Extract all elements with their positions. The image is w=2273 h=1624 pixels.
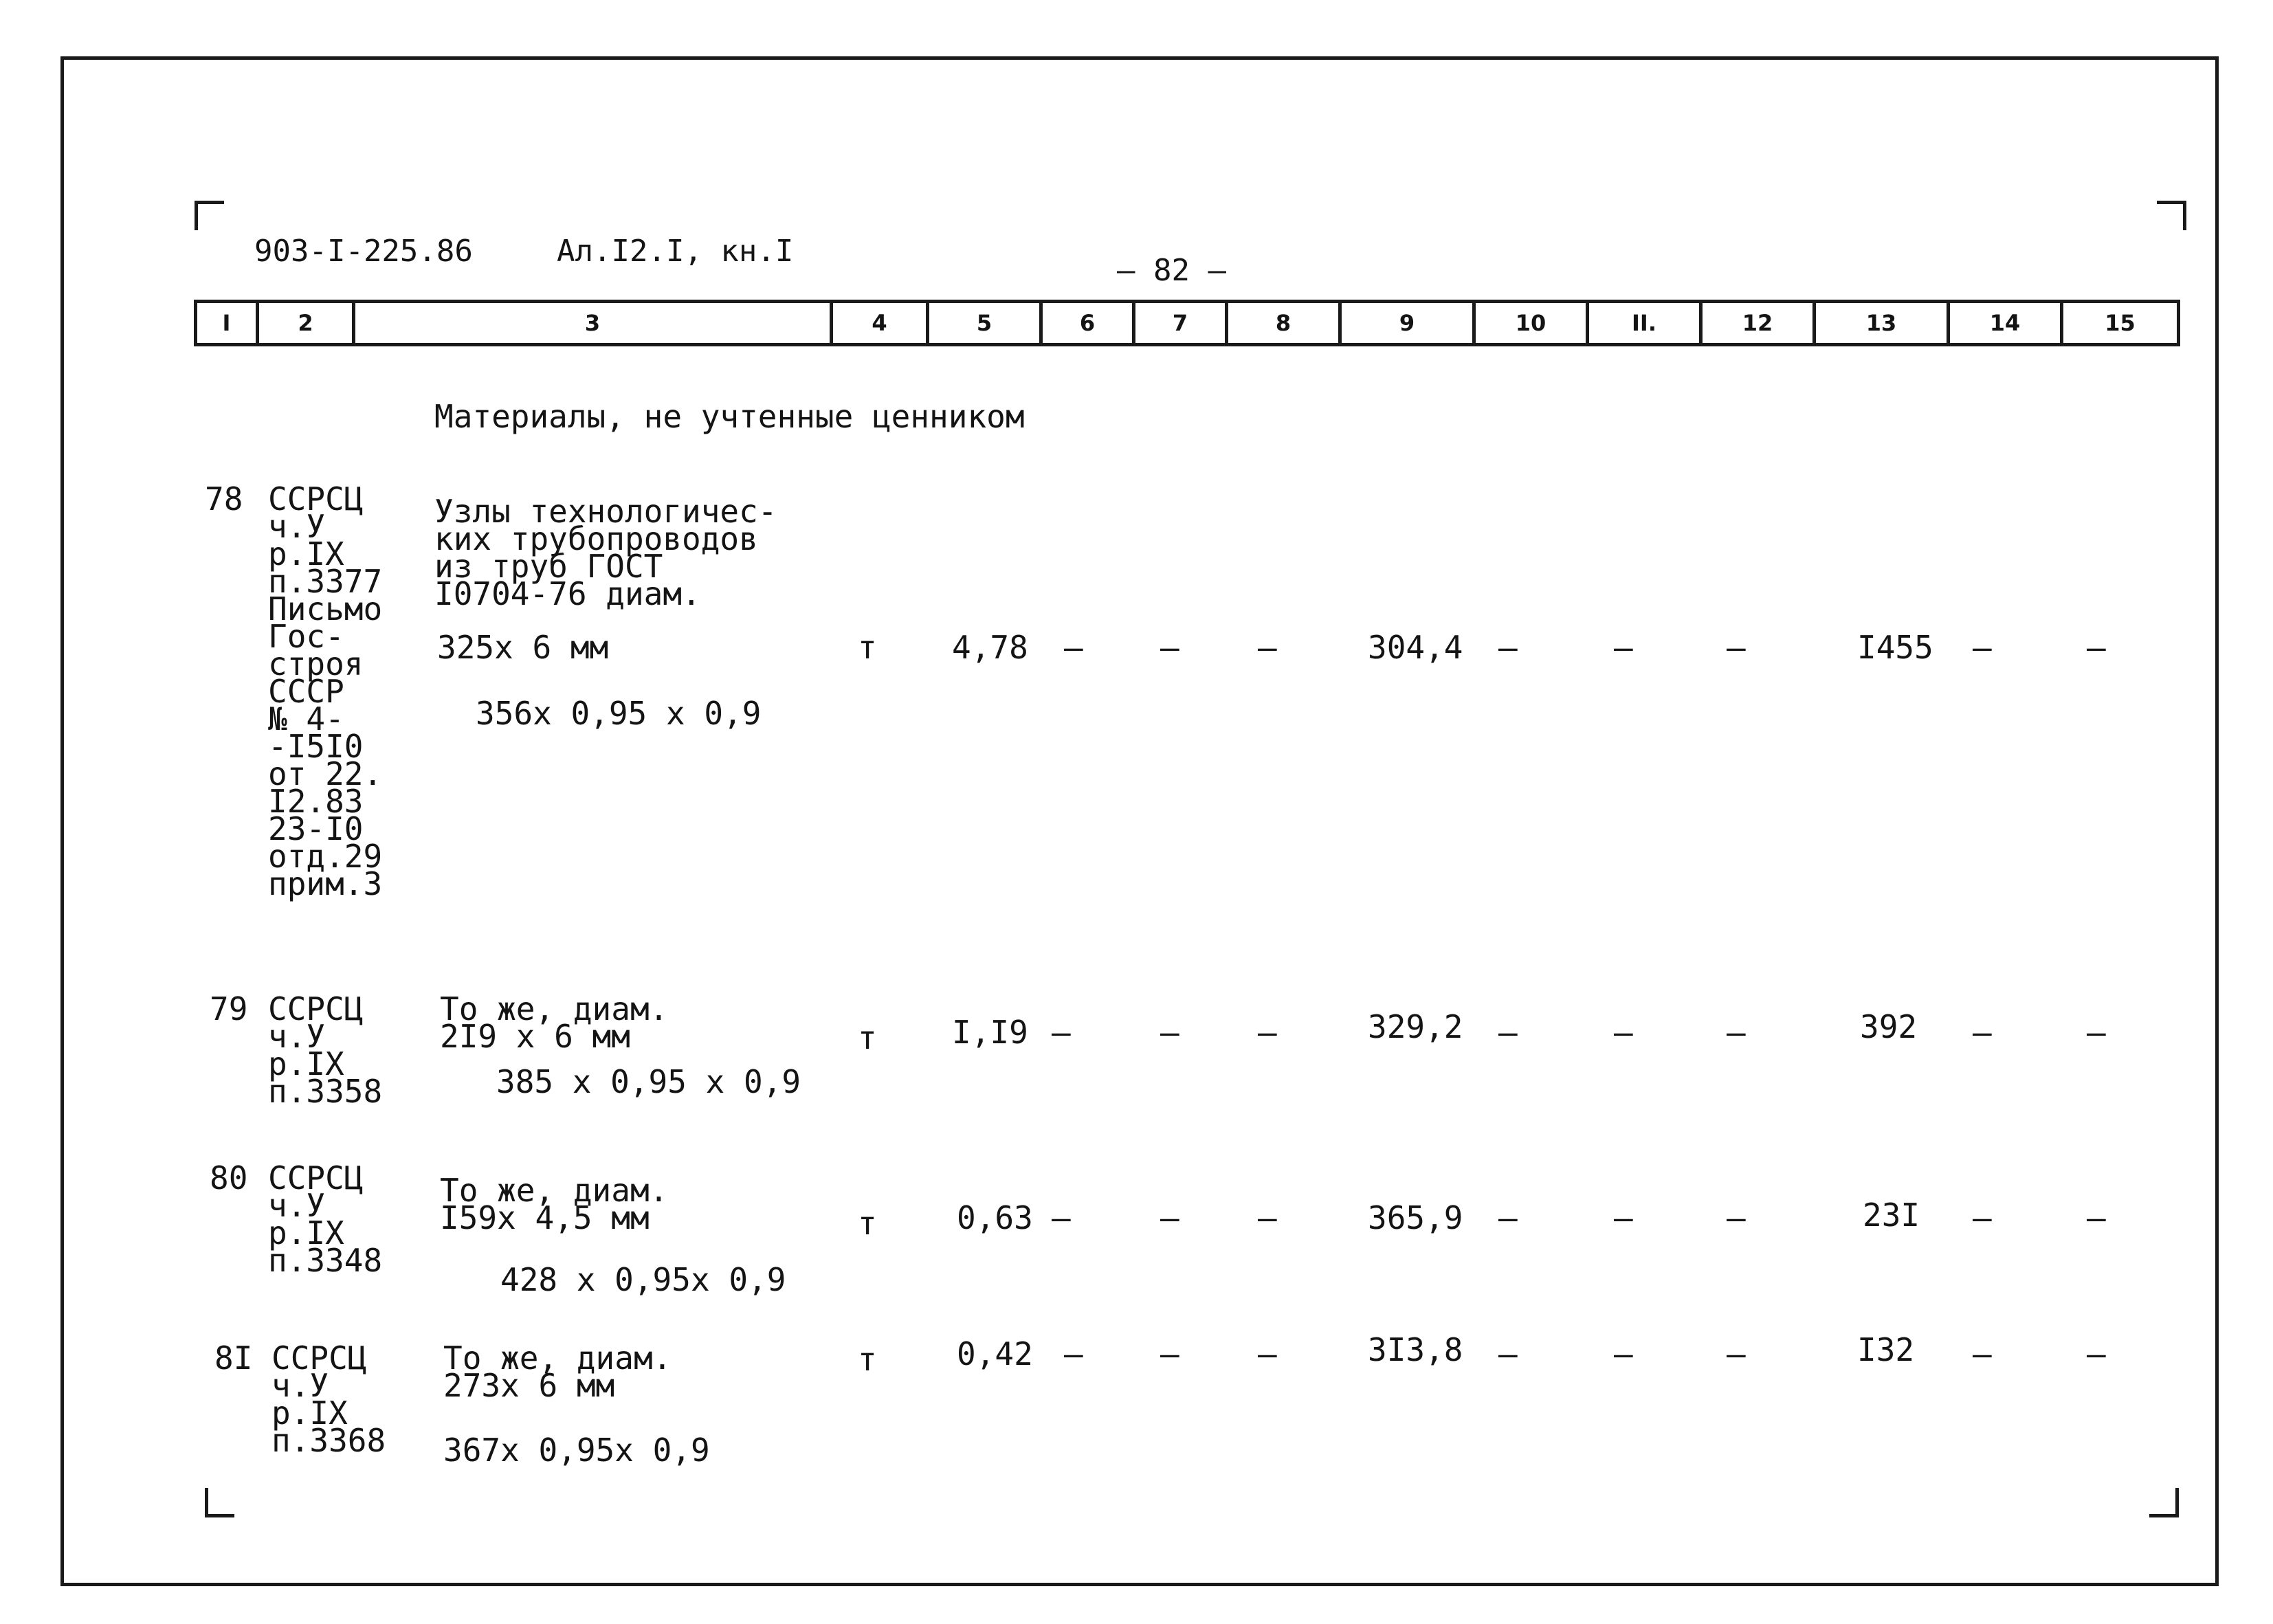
row-col14: – xyxy=(1973,1014,1992,1051)
row-col10: – xyxy=(1498,1014,1518,1051)
row-col12: – xyxy=(1727,1014,1746,1051)
row-col6: – xyxy=(1052,1199,1071,1236)
row-unit: т xyxy=(858,629,877,666)
row-col10: – xyxy=(1498,1335,1518,1372)
row-price: 304,4 xyxy=(1368,629,1463,666)
row-description: То же, диам. xyxy=(440,1172,669,1209)
row-cost: I455 xyxy=(1857,629,1933,666)
row-source: ССРСЦ ч.У р.IX п.3348 xyxy=(268,1159,383,1279)
col-header-6: 6 xyxy=(1043,303,1135,343)
row-col11: – xyxy=(1614,1014,1633,1051)
row-col15: – xyxy=(2087,629,2106,666)
row-description: То же, диам. xyxy=(440,990,669,1027)
row-quantity: 0,63 xyxy=(957,1199,1033,1236)
col-header-12: 12 xyxy=(1703,303,1816,343)
row-col7: – xyxy=(1160,1014,1179,1051)
row-size: 2I9 х 6 мм xyxy=(440,1018,630,1055)
row-col6: – xyxy=(1052,1014,1071,1051)
col-header-1: I xyxy=(197,303,259,343)
row-col15: – xyxy=(2087,1014,2106,1051)
row-col7: – xyxy=(1160,629,1179,666)
row-quantity: 0,42 xyxy=(957,1335,1033,1372)
row-col14: – xyxy=(1973,629,1992,666)
row-unit: т xyxy=(858,1205,877,1242)
corner-mark-top-right xyxy=(2157,201,2186,230)
row-col10: – xyxy=(1498,1199,1518,1236)
row-size: 273х 6 мм xyxy=(443,1367,615,1404)
row-unit: т xyxy=(858,1019,877,1056)
corner-mark-bottom-left xyxy=(205,1488,234,1517)
row-unit: т xyxy=(858,1341,877,1378)
doc-code: 903-I-225.86 xyxy=(254,234,473,269)
row-source: ССРСЦ ч.У р.IX п.3377 Письмо Гос- строя СССР № 4- -I5I0 от 22. I2.83 23-I0 отд.29 прим.3 xyxy=(268,480,383,902)
col-header-3: 3 xyxy=(355,303,833,343)
col-header-8: 8 xyxy=(1228,303,1342,343)
row-number: 8I xyxy=(214,1339,253,1377)
row-quantity: 4,78 xyxy=(952,629,1028,666)
row-col11: – xyxy=(1614,1199,1633,1236)
row-cost: 23I xyxy=(1863,1197,1920,1234)
col-header-15: 15 xyxy=(2105,310,2136,336)
row-number: 79 xyxy=(210,990,248,1027)
row-size: 325х 6 мм xyxy=(437,629,609,666)
row-calc: 428 х 0,95х 0,9 xyxy=(500,1261,786,1298)
row-col7: – xyxy=(1160,1199,1179,1236)
row-col14: – xyxy=(1973,1335,1992,1372)
page-number: — 82 — xyxy=(1117,253,1226,288)
row-col14: – xyxy=(1973,1199,1992,1236)
row-size: I59х 4,5 мм xyxy=(440,1199,650,1236)
column-header-row xyxy=(194,300,2180,346)
row-col11: – xyxy=(1614,629,1633,666)
row-number: 80 xyxy=(210,1159,248,1197)
row-quantity: I,I9 xyxy=(952,1014,1028,1051)
row-col11: – xyxy=(1614,1335,1633,1372)
section-title: Материалы, не учтенные ценником xyxy=(434,398,1025,435)
row-col7: – xyxy=(1160,1335,1179,1372)
row-col8: – xyxy=(1258,629,1277,666)
row-cost: 392 xyxy=(1860,1008,1918,1045)
col-header-10: 10 xyxy=(1476,303,1589,343)
row-price: 329,2 xyxy=(1368,1008,1463,1045)
row-col12: – xyxy=(1727,629,1746,666)
col-header-5: 5 xyxy=(929,303,1043,343)
corner-mark-bottom-right xyxy=(2149,1488,2179,1517)
corner-mark-top-left xyxy=(195,201,224,230)
row-description: То же, диам. xyxy=(443,1339,672,1377)
col-header-7: 7 xyxy=(1135,303,1228,343)
row-number: 78 xyxy=(205,480,243,518)
row-calc: 385 х 0,95 х 0,9 xyxy=(496,1063,801,1100)
col-header-14: 14 xyxy=(1950,303,2063,343)
col-header-9: 9 xyxy=(1342,303,1476,343)
row-source: ССРСЦ ч.У р.IX п.3368 xyxy=(271,1339,386,1459)
col-header-11: II. xyxy=(1589,303,1703,343)
row-source: ССРСЦ ч.У р.IX п.3358 xyxy=(268,990,383,1110)
row-col12: – xyxy=(1727,1199,1746,1236)
row-col6: – xyxy=(1064,1335,1083,1372)
row-col8: – xyxy=(1258,1199,1277,1236)
row-col10: – xyxy=(1498,629,1518,666)
row-description: Узлы технологичес- ких трубопроводов из труб ГОСТ I0704-76 диам. xyxy=(434,493,777,612)
row-col15: – xyxy=(2087,1199,2106,1236)
row-calc: 356х 0,95 х 0,9 xyxy=(476,695,762,732)
row-cost: I32 xyxy=(1857,1331,1915,1368)
album-ref: Ал.I2.I, кн.I xyxy=(557,234,794,269)
row-col12: – xyxy=(1727,1335,1746,1372)
row-price: 365,9 xyxy=(1368,1199,1463,1236)
row-col8: – xyxy=(1258,1014,1277,1051)
row-col8: – xyxy=(1258,1335,1277,1372)
row-col15: – xyxy=(2087,1335,2106,1372)
row-col6: – xyxy=(1064,629,1083,666)
col-header-2: 2 xyxy=(259,303,355,343)
col-header-13: 13 xyxy=(1816,303,1950,343)
row-calc: 367х 0,95х 0,9 xyxy=(443,1432,710,1469)
row-price: 3I3,8 xyxy=(1368,1331,1463,1368)
col-header-4: 4 xyxy=(833,303,929,343)
